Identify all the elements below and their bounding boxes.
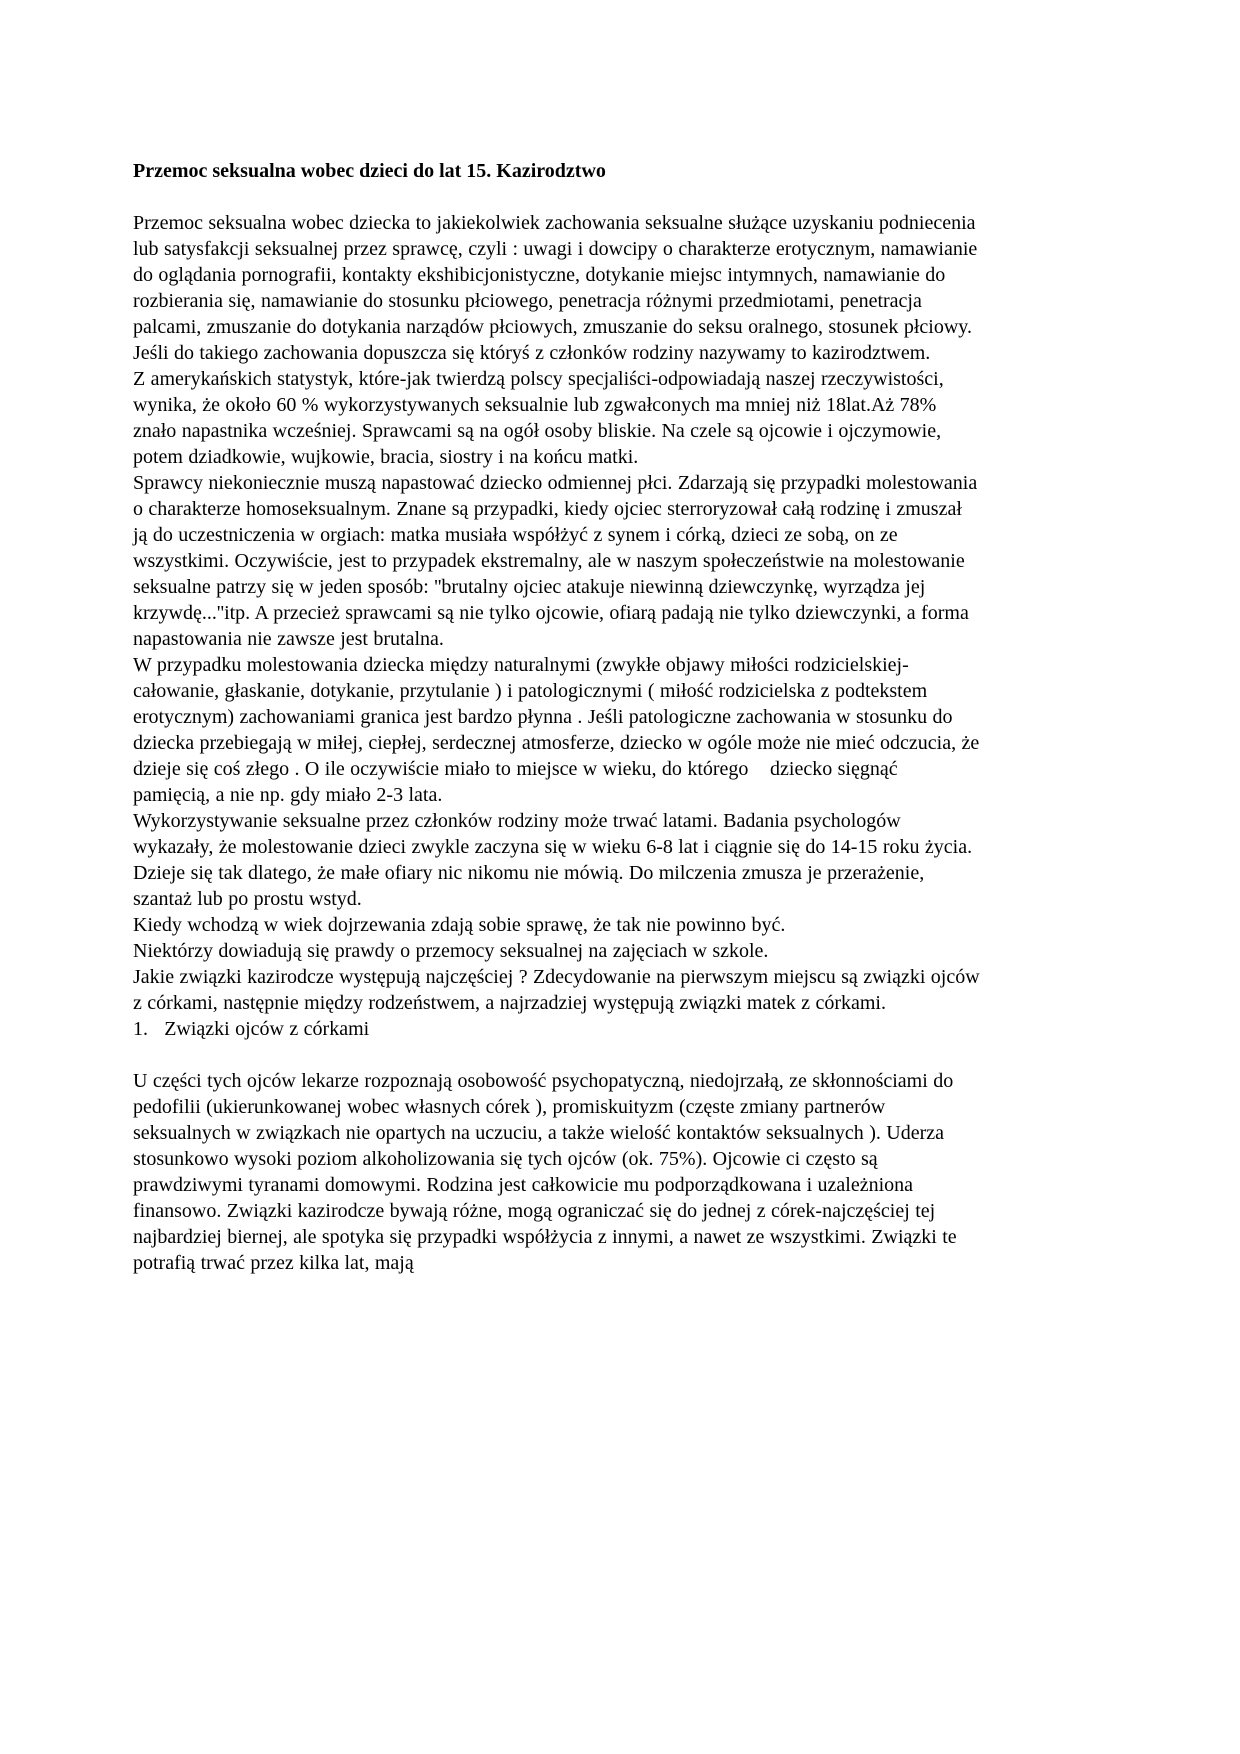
paragraph-relation-types: Jakie związki kazirodcze występują najczęściej ? Zdecydowanie na pierwszym miejscu są związki ojców z córkami, następnie między rodzeństwem, a najrzadziej występują związki matek z córkami.: [133, 966, 980, 1014]
paragraph-boundaries: W przypadku molestowania dziecka między naturalnymi (zwykłe objawy miłości rodzicielskiej-całowanie, głaskanie, dotykanie, przytulanie ) i patologicznymi ( miłość rodzicielska z podtekstem erotycznym) zachowaniami granica jest bardzo płynna . Jeśli patologiczne zachowania w stosunku do dziecka przebiegają w miłej, ciepłej, serdecznej atmosferze, dziecko w ogóle może nie mieć odczucia, że dzieje się coś złego . O ile oczywiście miało to miejsce w wieku, do którego dziecko sięgnąć pamięcią, a nie np. gdy miało 2-3 lata.: [133, 654, 980, 806]
paragraph-school: Niektórzy dowiadują się prawdy o przemocy seksualnej na zajęciach w szkole.: [133, 940, 769, 962]
paragraph-perpetrators: Sprawcy niekoniecznie muszą napastować dziecko odmiennej płci. Zdarzają się przypadki molestowania o charakterze homoseksualnym. Znane są przypadki, kiedy ojciec sterroryzował całą rodzinę i zmuszał ją do uczestniczenia w orgiach: matka musiała współżyć z synem i córką, dzieci ze sobą, on ze wszystkimi. Oczywiście, jest to przypadek ekstremalny, ale w naszym społeczeństwie na molestowanie seksualne patrzy się w jeden sposób: ''brutalny ojciec atakuje niewinną dziewczynkę, wyrządza jej krzywdę...''itp. A przecież sprawcami są nie tylko ojcowie, ofiarą padają nie tylko dziewczynki, a forma napastowania nie zawsze jest brutalna.: [133, 472, 978, 650]
numbered-list-item: 1. Związki ojców z córkami: [133, 1018, 370, 1040]
paragraph-adolescence: Kiedy wchodzą w wiek dojrzewania zdają sobie sprawę, że tak nie powinno być.: [133, 914, 786, 936]
paragraph-incest-definition: Jeśli do takiego zachowania dopuszcza się któryś z członków rodziny nazywamy to kazirodztwem.: [133, 342, 931, 364]
paragraph-definition: Przemoc seksualna wobec dziecka to jakiekolwiek zachowania seksualne służące uzyskaniu podniecenia lub satysfakcji seksualnej przez sprawcę, czyli : uwagi i dowcipy o charakterze erotycznym, namawianie do oglądania pornografii, kontakty ekshibicjonistyczne, dotykanie miejsc intymnych, namawianie do rozbierania się, namawianie do stosunku płciowego, penetracja różnymi przedmiotami, penetracja palcami, zmuszanie do dotykania narządów płciowych, zmuszanie do seksu oralnego, stosunek płciowy.: [133, 212, 978, 338]
paragraph-duration: Wykorzystywanie seksualne przez członków rodziny może trwać latami. Badania psychologów wykazały, że molestowanie dzieci zwykle zaczyna się w wieku 6-8 lat i ciągnie się do 14-15 roku życia. Dzieje się tak dlatego, że małe ofiary nic nikomu nie mówią. Do milczenia zmusza je przerażenie, szantaż lub po prostu wstyd.: [133, 810, 973, 910]
paragraph-statistics: Z amerykańskich statystyk, które-jak twierdzą polscy specjaliści-odpowiadają naszej rzeczywistości, wynika, że około 60 % wykorzystywanych seksualnie lub zgwałconych ma mniej niż 18lat.Aż 78% znało napastnika wcześniej. Sprawcami są na ogół osoby bliskie. Na czele są ojcowie i ojczymowie, potem dziadkowie, wujkowie, bracia, siostry i na końcu matki.: [133, 368, 944, 468]
paragraph-fathers-daughters: U części tych ojców lekarze rozpoznają osobowość psychopatyczną, niedojrzałą, ze skłonnościami do pedofilii (ukierunkowanej wobec własnych córek ), promiskuityzm (częste zmiany partnerów seksualnych w związkach nie opartych na uczuciu, a także wielość kontaktów seksualnych ). Uderza stosunkowo wysoki poziom alkoholizowania się tych ojców (ok. 75%). Ojcowie ci często są prawdziwymi tyranami domowymi. Rodzina jest całkowicie mu podporządkowana i uzależniona finansowo. Związki kazirodcze bywają różne, mogą ograniczać się do jednej z córek-najczęściej tej najbardziej biernej, ale spotyka się przypadki współżycia z innymi, a nawet ze wszystkimi. Związki te potrafią trwać przez kilka lat, mają: [133, 1070, 957, 1274]
document-title: Przemoc seksualna wobec dzieci do lat 15. Kazirodztwo: [133, 160, 606, 182]
